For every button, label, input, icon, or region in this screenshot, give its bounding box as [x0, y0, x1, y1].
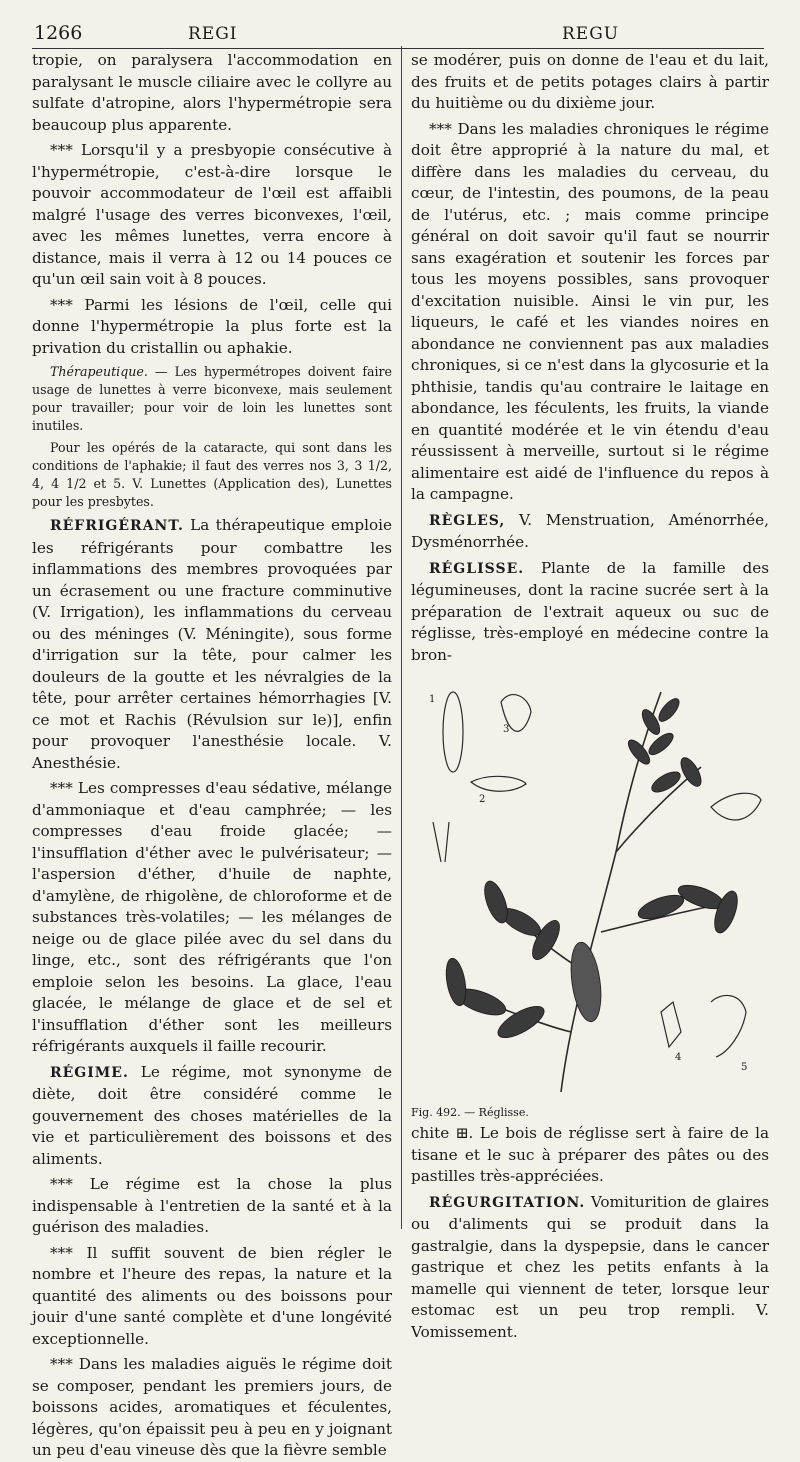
flower-spike — [567, 940, 606, 1023]
reglisse-illustration — [411, 672, 769, 1102]
fig-label-4: 4 — [675, 1052, 682, 1063]
right-column — [411, 50, 769, 1341]
paragraph-maladies-chroniques: *** Dans les maladies chroniques le régime doit être approprié à la nature du mal, et diffère dans les maladies du cerveau, du cœur, de l'intestin, des poumons, de la peau de l'utérus, etc. ; mais comme principe général on doit savoir qu'il faut se nourrir sans exagération et soutenir les forces par tous les moyens possibles, sans provoquer d'excitation nuisible. Ainsi le vin pur, les liqueurs, le café et les viandes noires en abondance ne conviennent pas aux maladies chroniques, si ce n'est dans la glycosurie et la phthisie, tandis qu'au contraire le laitage en abondance, les féculents, les fruits, la viande en quantité modérée et le vin étendu d'eau réussissent à merveille, surtout si le régime alimentaire est aidé de l'influence du repos à la campagne. — [411, 119, 769, 503]
paragraph-presbyopie: *** Lorsqu'il y a presbyopie consécutive à l'hypermétropie, c'est-à-dire lorsque le pouvoir accommodateur de l'œil est affaibli malgré l'usage des verres biconvexes, l'œil, avec les mêmes lunettes, verra encore à distance, mais il verra à 12 ou 14 pouces ce qu'un œil sain voit à 8 pouces. — [32, 141, 392, 288]
left-column — [32, 50, 392, 1459]
entry-reglisse — [411, 558, 769, 667]
page-header — [0, 20, 800, 48]
fig-label-2: 2 — [479, 794, 486, 805]
figure-caption: Fig. 492. — Réglisse. — [411, 1106, 529, 1119]
entry-head-refrigerant: RÉFRIGÉRANT. — [50, 518, 184, 534]
entry-head-reglisse: RÉGLISSE. — [429, 560, 525, 577]
fig-label-5: 5 — [741, 1062, 748, 1073]
regime-definition: Le régime, mot synonyme de diète, doit être considéré comme le gouvernement des choses matérielles de la vie et particulièrement des boissons et des aliments. — [32, 1062, 392, 1168]
fig-label-1: 1 — [429, 694, 436, 705]
paragraph-regime-suite: se modérer, puis on donne de l'eau et du lait, des fruits et de petits potages clairs à partir du huitième ou du dixième jour. — [411, 51, 769, 112]
entry-head-regime: RÉGIME. — [50, 1064, 129, 1081]
entry-regles — [411, 510, 769, 554]
reglisse-definition: Plante de la famille des légumineuses, dont la racine sucrée sert à la préparation de l'extrait aqueux ou suc de réglisse, très-employé en médecine contre la bron- — [411, 558, 769, 664]
therapeutique-text: — Les hypermétropes doivent faire usage de lunettes à verre biconvexe, mais seulement pour travailler; pour voir de loin les lunettes sont inutiles. — [32, 364, 392, 433]
paragraph-regime-repas: *** Il suffit souvent de bien régler le nombre et l'heure des repas, la nature et la quantité des aliments ou des boissons pour jouir d'une santé complète et d'une longévité exceptionnelle. — [32, 1243, 392, 1348]
entry-regime — [32, 1062, 392, 1171]
paragraph-aphakie: *** Parmi les lésions de l'œil, celle qui donne l'hypermétropie la plus forte est la privation du cristallin ou aphakie. — [32, 295, 392, 357]
entry-refrigerant — [32, 515, 392, 774]
fig-label-3: 3 — [503, 724, 510, 735]
paragraph-refrigerants-list: *** Les compresses d'eau sédative, mélange d'ammoniaque et d'eau camphrée; — les compresses d'eau froide glacée; — l'insufflation d'éther avec le pulvérisateur; — l'aspersion d'éther, d'huile de naphte, d'amylène, de rhigolène, de chloroforme et de substances très-volatiles; — les mélanges de neige ou de glace pilée avec du sel dans du linge, etc., sont des réfrigérants que l'on emploie selon les besoins. La glace, l'eau glacée, le mélange de glace et de sel et l'insufflation d'éther sont les meilleurs réfrigérants auxquels il faille recourir. — [32, 779, 392, 1055]
entry-regurgitation — [411, 1192, 769, 1344]
therapeutique-note — [32, 363, 392, 435]
paragraph-reglisse-usage: chite ⊞. Le bois de réglisse sert à faire de la tisane et le suc à préparer des pâtes ou des pastilles très-appréciées. — [411, 1124, 769, 1185]
entry-head-regurgitation: RÉGURGITATION. — [429, 1194, 586, 1211]
column-divider — [401, 46, 402, 1229]
header-rule — [32, 48, 764, 49]
page-number: 1266 — [34, 22, 83, 44]
left-running-head: REGI — [188, 24, 238, 44]
paragraph-regime-indispensable: *** Le régime est la chose la plus indispensable à l'entretien de la santé et à la guérison des maladies. — [32, 1175, 392, 1236]
entry-head-regles: RÈGLES, — [429, 512, 506, 529]
regles-crossref: V. Menstruation, Aménorrhée, Dysménorrhée. — [411, 510, 769, 551]
therapeutique-label: Thérapeutique. — [50, 364, 148, 379]
regurgitation-definition: Vomiturition de glaires ou d'aliments qui se produit dans la gastralgie, dans la dyspepsie, dans le cancer gastrique et chez les petits enfants à la mamelle qui viennent de teter, lorsque leur estomac est un peu trop rempli. V. Vomissement. — [411, 1192, 769, 1341]
right-running-head: REGU — [562, 24, 620, 44]
licorice-plant-engraving — [411, 672, 769, 1102]
paragraph-hypermetropie-end: tropie, on paralysera l'accommodation en paralysant le muscle ciliaire avec le collyre au sulfate d'atropine, alors l'hypermétropie sera beaucoup plus apparente. — [32, 51, 392, 134]
cataracte-note: Pour les opérés de la cataracte, qui sont dans les conditions de l'aphakie; il faut des verres nos 3, 3 1/2, 4, 4 1/2 et 5. V. Lunettes (Application des), Lunettes pour les presbytes. — [32, 440, 392, 509]
paragraph-regime-maladies-aigues: *** Dans les maladies aiguës le régime doit se composer, pendant les premiers jours, de boissons acides, aromatiques et féculentes, légères, qu'on épaissit peu à peu en y joignant un peu d'eau vineuse dès que la fièvre semble — [32, 1355, 392, 1459]
refrigerant-definition: La thérapeutique emploie les réfrigérants pour combattre les inflammations des membres provoquées par un écrasement ou une fracture comminutive (V. Irrigation), les inflammations du cerveau ou des méninges (V. Méningite), sous forme d'irrigation sur la tête, pour calmer les douleurs de la goutte et les névralgies de la tête, pour arrêter certaines hémorrhagies [V. ce mot et Rachis (Révulsion sur le)], enfin pour provoquer l'anesthésie locale. V. Anesthésie. — [32, 516, 392, 772]
